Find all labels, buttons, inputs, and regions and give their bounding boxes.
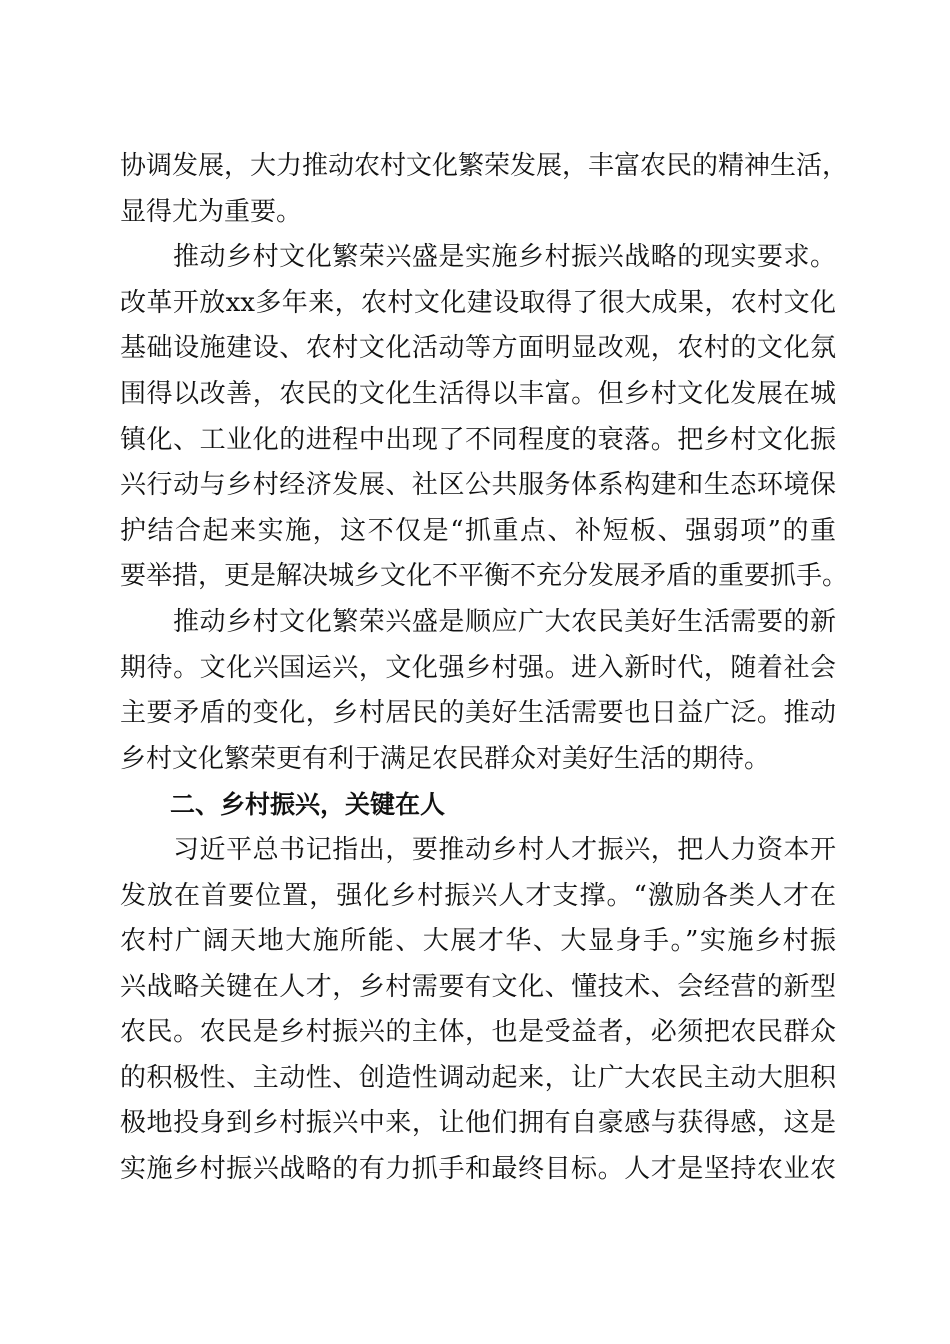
text-line: 的积极性、主动性、创造性调动起来，让广大农民主动大胆积 — [120, 1062, 836, 1093]
text-line: 兴战略关键在人才，乡村需要有文化、懂技术、会经营的新型 — [120, 971, 836, 1002]
text-line: 发放在首要位置，强化乡村振兴人才支撑。“激励各类人才在 — [120, 880, 836, 911]
section-heading: 二、乡村振兴，关键在人 — [170, 790, 446, 820]
text-line: 兴行动与乡村经济发展、社区公共服务体系构建和生态环境保 — [120, 470, 836, 501]
text-line: 围得以改善，农民的文化生活得以丰富。但乡村文化发展在城 — [120, 378, 836, 409]
text-line: 农民。农民是乡村振兴的主体，也是受益者，必须把农民群众 — [120, 1017, 836, 1048]
text-line: 镇化、工业化的进程中出现了不同程度的衰落。把乡村文化振 — [120, 424, 836, 455]
text-line: 协调发展，大力推动农村文化繁荣发展，丰富农民的精神生活， — [120, 151, 849, 181]
text-line: 要举措，更是解决城乡文化不平衡不充分发展矛盾的重要抓手。 — [120, 561, 849, 592]
text-line: 基础设施建设、农村文化活动等方面明显改观，农村的文化氛 — [120, 333, 836, 364]
text-line: 极地投身到乡村振兴中来，让他们拥有自豪感与获得感，这是 — [120, 1108, 836, 1139]
text-line: 乡村文化繁荣更有利于满足农民群众对美好生活的期待。 — [120, 743, 771, 774]
text-line: 主要矛盾的变化，乡村居民的美好生活需要也日益广泛。推动 — [120, 698, 836, 729]
text-line: 农村广阔天地大施所能、大展才华、大显身手。”实施乡村振 — [120, 926, 836, 957]
text-line: 实施乡村振兴战略的有力抓手和最终目标。人才是坚持农业农 — [120, 1154, 836, 1185]
text-line: 习近平总书记指出，要推动乡村人才振兴，把人力资本开 — [173, 834, 836, 865]
document-body — [120, 144, 849, 1193]
text-line: 改革开放xx多年来，农村文化建设取得了很大成果，农村文化 — [120, 287, 836, 318]
text-line: 推动乡村文化繁荣兴盛是顺应广大农民美好生活需要的新 — [173, 606, 836, 637]
text-line: 显得尤为重要。 — [120, 196, 303, 227]
text-line: 期待。文化兴国运兴，文化强乡村强。进入新时代，随着社会 — [120, 652, 836, 683]
text-line: 护结合起来实施，这不仅是“抓重点、补短板、强弱项”的重 — [120, 515, 836, 546]
text-line: 推动乡村文化繁荣兴盛是实施乡村振兴战略的现实要求。 — [173, 242, 836, 273]
